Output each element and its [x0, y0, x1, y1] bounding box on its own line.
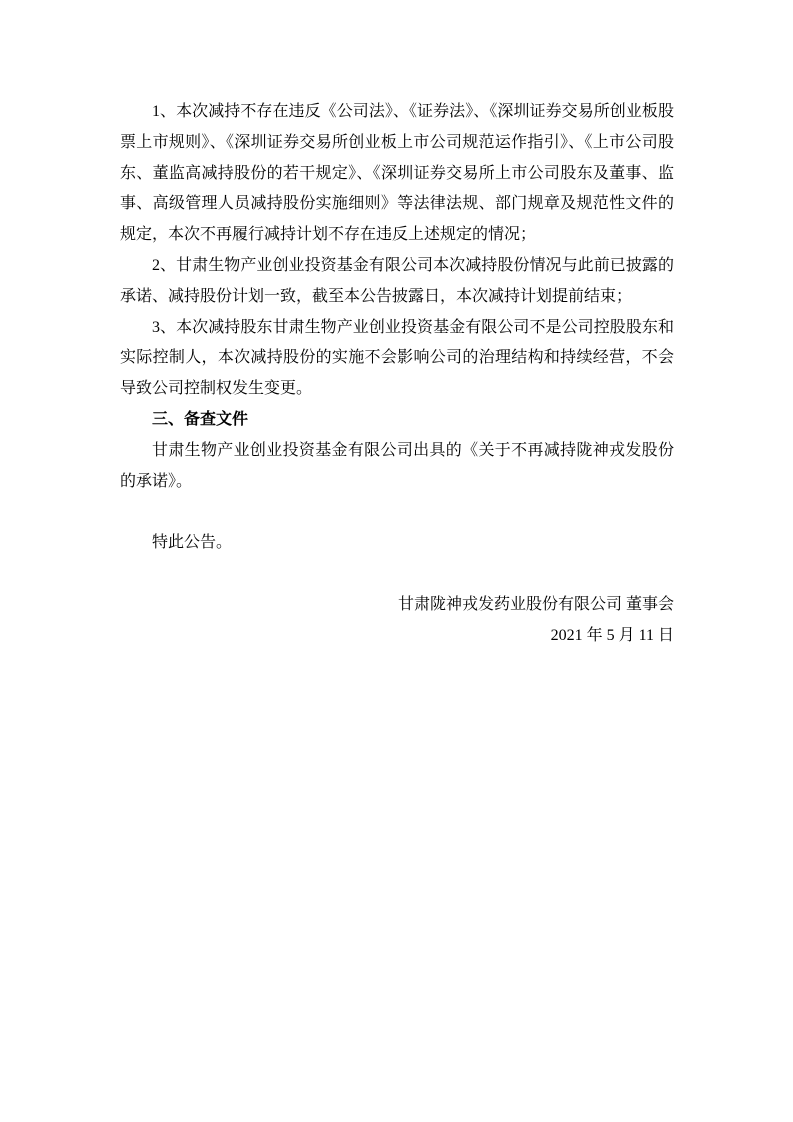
signature-company: 甘肃陇神戎发药业股份有限公司 董事会 — [397, 595, 674, 613]
paragraph-compliance-statement: 1、本次减持不存在违反《公司法》、《证券法》、《深圳证券交易所创业板股票上市规则》、《深圳证券交易所创业板上市公司规范运作指引》、《上市公司股东、董监高减持股份的若干规定》、《深圳证券交易所上市公司股东及董事、监事、高级管理人员减持股份实施细则》等法律法规、部门规章及规范性文件的规定，本次不再履行减持计划不存在违反上述规定的情况； — [120, 103, 674, 244]
document-content — [120, 97, 674, 651]
section-heading-reference-documents: 三、备查文件 — [152, 410, 249, 428]
paragraph-control-impact: 3、本次减持股东甘肃生物产业创业投资基金有限公司不是公司控股股东和实际控制人，本次减持股份的实施不会影响公司的治理结构和持续经营，不会导致公司控制权发生变更。 — [120, 318, 674, 398]
paragraph-reference-document: 甘肃生物产业创业投资基金有限公司出具的《关于不再减持陇神戎发股份的承诺》。 — [120, 441, 674, 490]
paragraph-disclosure-consistency: 2、甘肃生物产业创业投资基金有限公司本次减持股份情况与此前已披露的承诺、减持股份计划一致，截至本公告披露日，本次减持计划提前结束； — [120, 256, 674, 305]
signature-date: 2021 年 5 月 11 日 — [550, 626, 674, 644]
closing-statement: 特此公告。 — [152, 534, 233, 552]
